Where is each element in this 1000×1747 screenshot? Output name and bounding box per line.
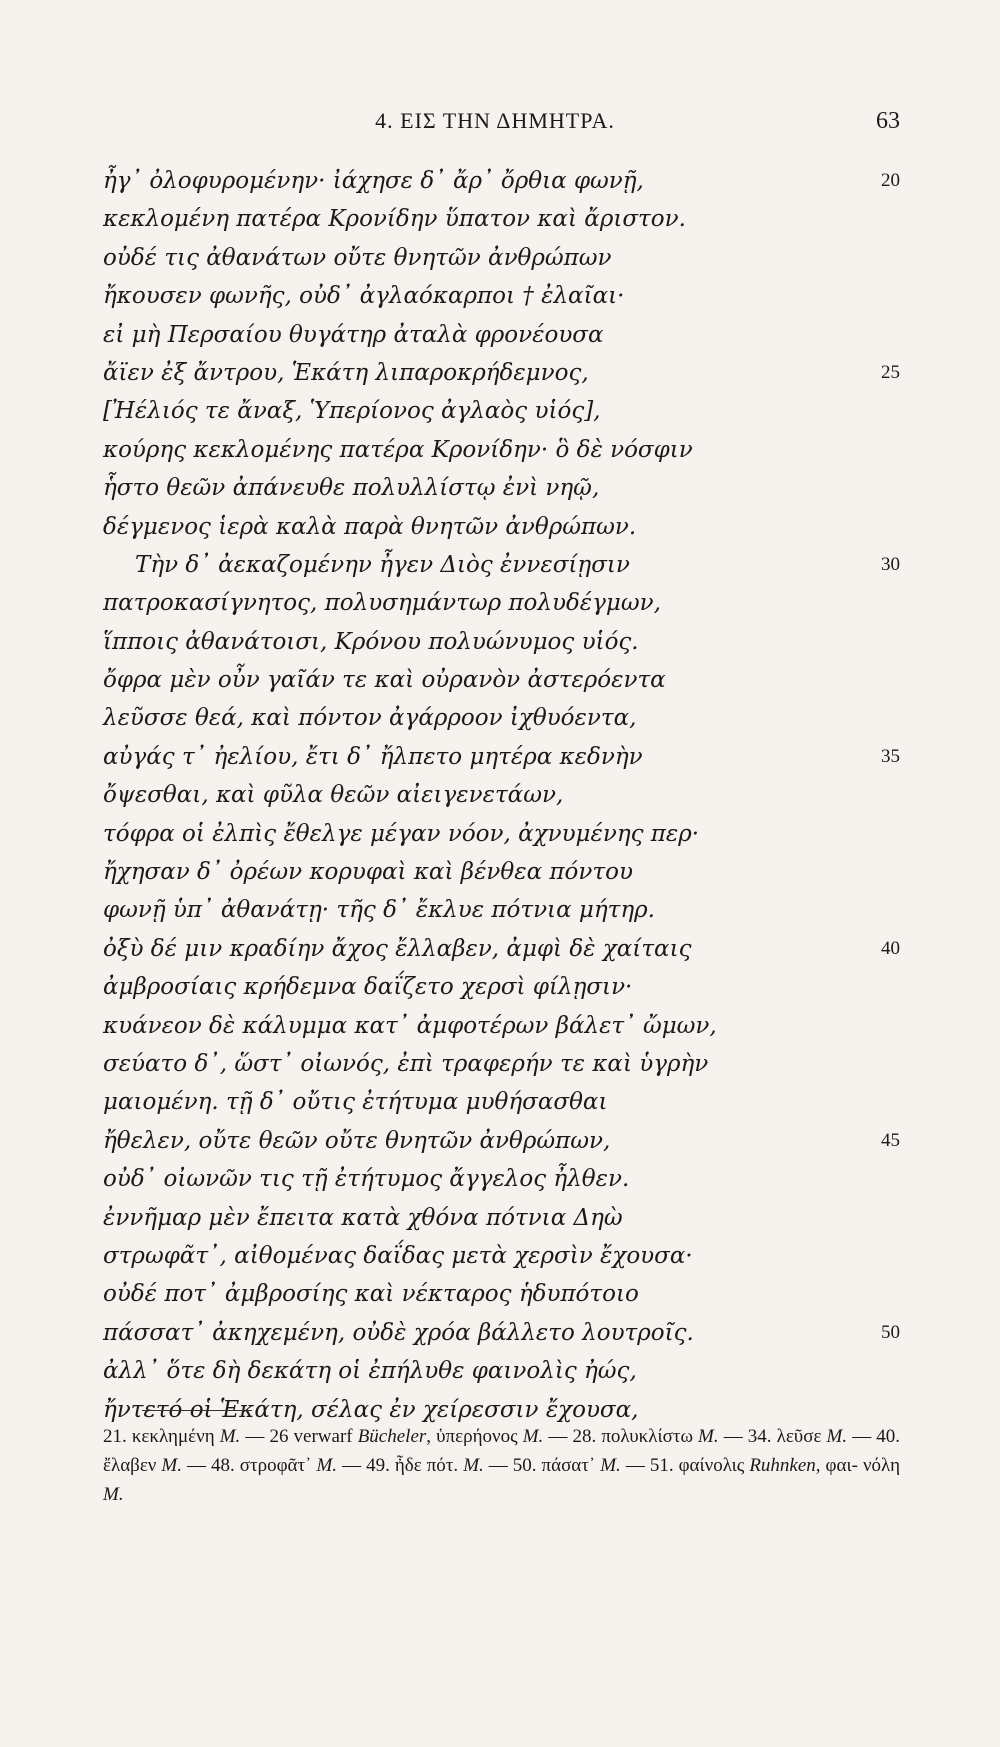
line-number: 25 (881, 361, 900, 383)
verse-line (103, 546, 900, 584)
line-number: 30 (881, 553, 900, 575)
footnote-siglum: M. (316, 1455, 338, 1476)
verse-line (103, 392, 900, 430)
footnote-siglum: M. (698, 1426, 719, 1447)
verse-line (103, 584, 900, 622)
verse-text: μαιομένη. τῇ δ᾽ οὔτις ἐτήτυμα μυθήσασθαι (103, 1089, 608, 1116)
footnote-siglum: M. (522, 1426, 544, 1447)
verse-text: στρωφᾶτ᾽, αἰθομένας δαΐδας μετὰ χερσὶν ἔχουσα· (103, 1242, 693, 1269)
verse-line (103, 623, 900, 661)
footnote-text: — 49. ἦδε πότ. (342, 1455, 464, 1476)
verse-line (103, 1352, 900, 1390)
footnote-text: — 28. (543, 1426, 597, 1447)
footnote-text: — 50. πάσατ᾽ (483, 1455, 601, 1476)
verse-text: κεκλομένη πατέρα Κρονίδην ὕπατον καὶ ἄριστον. (103, 206, 686, 233)
line-number: 35 (881, 745, 900, 767)
footnote-divider (142, 1410, 252, 1411)
verse-text: πάσσατ᾽ ἀκηχεμένη, οὐδὲ χρόα βάλλετο λουτροῖς. (103, 1319, 694, 1346)
footnote-siglum: M. (463, 1455, 484, 1476)
verse-text: σεύατο δ᾽, ὥστ᾽ οἰωνός, ἐπὶ τραφερήν τε καὶ ὑγρὴν (103, 1050, 709, 1077)
footnote-text: — 26 verwarf (240, 1426, 358, 1447)
running-header (90, 108, 900, 142)
verse-text: ἐννῆμαρ μὲν ἔπειτα κατὰ χθόνα πότνια Δηὼ (103, 1204, 623, 1231)
verse-line (103, 1160, 900, 1198)
verse-line (103, 469, 900, 507)
line-number: 40 (881, 937, 900, 959)
verse-text: πατροκασίγνητος, πολυσημάντωρ πολυδέγμων, (103, 590, 661, 617)
footnote-siglum: M. (826, 1426, 848, 1447)
line-number: 50 (881, 1321, 900, 1343)
verse-line (103, 738, 900, 776)
verse-text: ὀξὺ δέ μιν κραδίην ἄχος ἔλλαβεν, ἀμφὶ δὲ χαίταις (103, 935, 692, 962)
verse-text: ὄφρα μὲν οὖν γαῖάν τε καὶ οὐρανὸν ἀστερόεντα (103, 667, 666, 694)
verse-line (103, 968, 900, 1006)
verse-text: οὐδέ τις ἀθανάτων οὔτε θνητῶν ἀνθρώπων (103, 244, 612, 271)
page-title: 4. ΕΙΣ ΤΗΝ ΔΗΜΗΤΡΑ. (375, 108, 615, 133)
footnote-text: — 34. λεῦσε (718, 1426, 827, 1447)
footnote-siglum: M. (219, 1426, 241, 1447)
verse-text: οὐδ᾽ οἰωνῶν τις τῇ ἐτήτυμος ἄγγελος ἦλθεν. (103, 1166, 630, 1193)
verse-line (103, 316, 900, 354)
verse-line (103, 776, 900, 814)
footnote-text: — 51. φαίνολις (620, 1455, 750, 1476)
footnote-siglum: Bücheler (357, 1426, 427, 1447)
verse-line (103, 200, 900, 238)
footnote-text: 21. κεκλημένη (103, 1426, 220, 1447)
verse-line (103, 815, 900, 853)
critical-apparatus (103, 1422, 900, 1509)
verse-line (103, 277, 900, 315)
verse-text: ἵπποις ἀθανάτοισι, Κρόνου πολυώνυμος υἱός. (103, 628, 639, 655)
verse-line (103, 891, 900, 929)
verse-line (103, 162, 900, 200)
poem-text (103, 162, 900, 1429)
verse-text: ἤντετό οἱ Ἑκάτη, σέλας ἐν χείρεσσιν ἔχουσα, (103, 1396, 639, 1423)
verse-text: ἤχησαν δ᾽ ὀρέων κορυφαὶ καὶ βένθεα πόντου (103, 859, 633, 886)
footnote-text: — 48. στροφᾶτ᾽ (181, 1455, 317, 1476)
footnote-text: , ὑπερήονος (426, 1426, 523, 1447)
verse-line (103, 853, 900, 891)
verse-text: φωνῇ ὑπ᾽ ἀθανάτῃ· τῆς δ᾽ ἔκλυε πότνια μήτηρ. (103, 897, 655, 924)
verse-text: δέγμενος ἱερὰ καλὰ παρὰ θνητῶν ἀνθρώπων. (103, 513, 637, 540)
verse-text: οὐδέ ποτ᾽ ἀμβροσίης καὶ νέκταρος ἡδυπότοιο (103, 1281, 639, 1308)
verse-line (103, 1314, 900, 1352)
verse-text: [Ἠέλιός τε ἄναξ, Ὑπερίονος ἀγλαὸς υἱός], (103, 398, 601, 425)
verse-text: ἄϊεν ἐξ ἄντρου, Ἑκάτη λιπαροκρήδεμνος, (103, 359, 589, 386)
footnote-text: — 40. ἔλαβεν (103, 1426, 901, 1476)
verse-text: Τὴν δ᾽ ἀεκαζομένην ἦγεν Διὸς ἐννεσίῃσιν (135, 551, 630, 578)
verse-line (103, 661, 900, 699)
footnote-siglum: Ruhnken (749, 1455, 816, 1476)
verse-line (103, 1237, 900, 1275)
verse-text: κυάνεον δὲ κάλυμμα κατ᾽ ἀμφοτέρων βάλετ᾽ ὤμων, (103, 1012, 717, 1039)
footnote-siglum: M. (161, 1455, 182, 1476)
verse-text: αὐγάς τ᾽ ἠελίου, ἔτι δ᾽ ἤλπετο μητέρα κεδνὴν (103, 743, 643, 770)
verse-line (103, 508, 900, 546)
verse-text: εἰ μὴ Περσαίου θυγάτηρ ἀταλὰ φρονέουσα (103, 321, 604, 348)
verse-text: ἀλλ᾽ ὅτε δὴ δεκάτη οἱ ἐπήλυθε φαινολὶς ἠώς, (103, 1358, 637, 1385)
verse-line (103, 239, 900, 277)
footnote-text: , φαι- (815, 1455, 858, 1476)
verse-line (103, 1007, 900, 1045)
verse-text: ὄψεσθαι, καὶ φῦλα θεῶν αἰειγενετάων, (103, 782, 564, 809)
verse-text: ἦγ᾽ ὀλοφυρομένην· ἰάχησε δ᾽ ἄρ᾽ ὄρθια φωνῇ, (103, 168, 644, 194)
verse-line (103, 1275, 900, 1313)
verse-line (103, 431, 900, 469)
verse-text: ἧστο θεῶν ἀπάνευθε πολυλλίστῳ ἐνὶ νηῷ, (103, 475, 600, 502)
verse-line (103, 930, 900, 968)
verse-line (103, 1083, 900, 1121)
footnote-siglum: M. (600, 1455, 621, 1476)
line-number: 45 (881, 1129, 900, 1151)
verse-text: τόφρα οἱ ἐλπὶς ἔθελγε μέγαν νόον, ἀχνυμένης περ· (103, 820, 700, 847)
verse-text: ἤκουσεν φωνῆς, οὐδ᾽ ἀγλαόκαρποι † ἐλαῖαι· (103, 283, 625, 310)
page-number: 63 (876, 108, 900, 134)
verse-line (103, 1199, 900, 1237)
footnote-text: νόλη (862, 1455, 901, 1476)
verse-text: λεῦσσε θεά, καὶ πόντον ἀγάρροον ἰχθυόεντα, (103, 705, 637, 732)
footnote-siglum: M. (103, 1484, 124, 1505)
verse-text: κούρης κεκλομένης πατέρα Κρονίδην· ὃ δὲ νόσφιν (103, 436, 693, 463)
verse-text: ἤθελεν, οὔτε θεῶν οὔτε θνητῶν ἀνθρώπων, (103, 1127, 611, 1154)
verse-line (103, 354, 900, 392)
verse-text: ἀμβροσίαις κρήδεμνα δαΐζετο χερσὶ φίλῃσιν· (103, 974, 633, 1001)
verse-line (103, 699, 900, 737)
line-number: 20 (881, 170, 900, 191)
verse-line (103, 1122, 900, 1160)
verse-line (103, 1045, 900, 1083)
footnote-text: πολυκλίστω (601, 1426, 699, 1447)
